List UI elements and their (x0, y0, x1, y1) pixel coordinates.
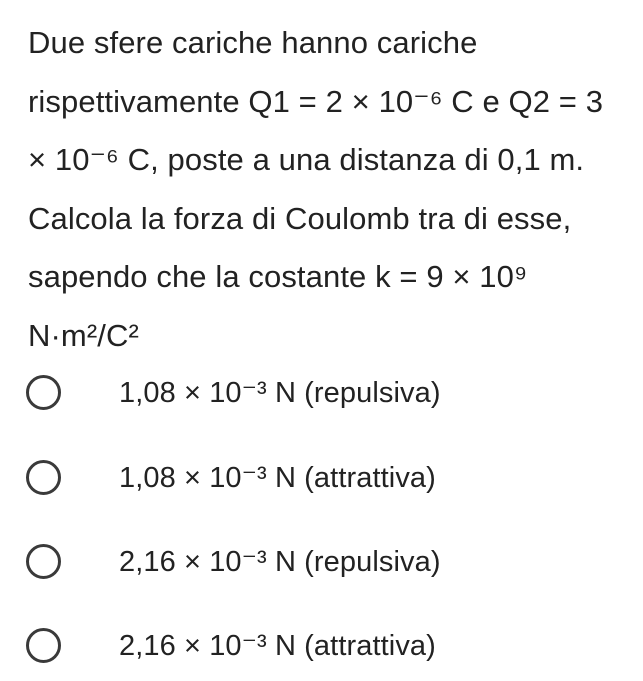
question-line: Calcola la forza di Coulomb tra di esse, (28, 200, 572, 236)
radio-button-unselected-icon[interactable] (26, 375, 61, 410)
question-line: Due sfere cariche hanno cariche (28, 25, 478, 60)
answer-option-2[interactable] (26, 455, 436, 499)
question-line: rispettivamente Q1 = 2 × 10⁻⁶ C e Q2 = 3 (28, 83, 604, 119)
answer-option-label[interactable]: 2,16 × 10⁻³ N (repulsiva) (119, 545, 441, 578)
answer-option-1[interactable] (26, 370, 441, 414)
radio-button-unselected-icon[interactable] (26, 544, 61, 579)
question-line: sapendo che la costante k = 9 × 10⁹ (28, 259, 528, 294)
question-line: N·m²/C² (28, 317, 139, 353)
answer-option-3[interactable] (26, 539, 441, 583)
radio-button-unselected-icon[interactable] (26, 628, 61, 663)
answer-option-label[interactable]: 1,08 × 10⁻³ N (attrattiva) (119, 461, 436, 494)
answer-option-4[interactable] (26, 623, 436, 667)
answer-option-label[interactable]: 2,16 × 10⁻³ N (attrattiva) (119, 629, 436, 662)
question-line: × 10⁻⁶ C, poste a una distanza di 0,1 m. (28, 142, 585, 177)
radio-button-unselected-icon[interactable] (26, 460, 61, 495)
answer-option-label[interactable]: 1,08 × 10⁻³ N (repulsiva) (119, 376, 441, 409)
